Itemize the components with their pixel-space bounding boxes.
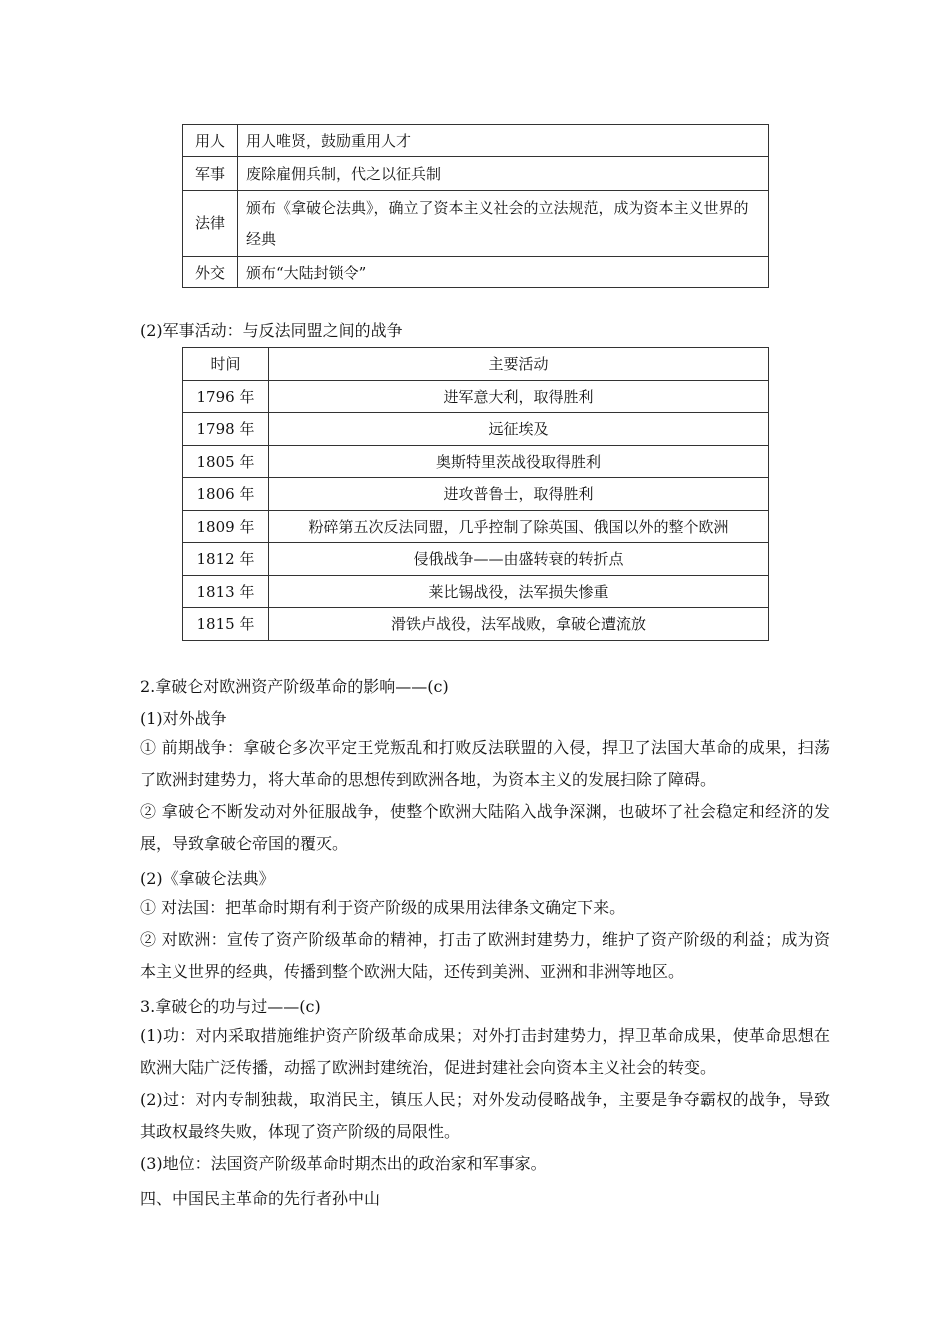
table-row xyxy=(183,510,769,543)
policy-content: 用人唯贤，鼓励重用人才 xyxy=(238,125,769,157)
table-row xyxy=(183,478,769,511)
war-table xyxy=(182,347,769,641)
section-3-paragraph-2: (2)过：对内专制独裁，取消民主，镇压人民；对外发动侵略战争，主要是争夺霸权的战争，导致其政权最终失败，体现了资产阶级的局限性。 xyxy=(140,1090,830,1141)
war-event: 侵俄战争——由盛转衰的转折点 xyxy=(269,543,769,576)
policy-content: 颁布“大陆封锁令” xyxy=(238,257,769,288)
war-year: 1798 年 xyxy=(183,413,269,446)
table-header-row xyxy=(183,348,769,381)
section-4-title: 四、中国民主革命的先行者孙中山 xyxy=(140,1189,381,1208)
war-event: 莱比锡战役，法军损失惨重 xyxy=(269,575,769,608)
section-3-paragraph-3: (3)地位：法国资产阶级革命时期杰出的政治家和军事家。 xyxy=(140,1154,547,1173)
table-row xyxy=(183,257,769,288)
policy-content: 颁布《拿破仑法典》，确立了资本主义社会的立法规范，成为资本主义世界的经典 xyxy=(238,191,769,257)
section-2-paragraph-2: ② 拿破仑不断发动对外征服战争，使整个欧洲大陆陷入战争深渊，也破坏了社会稳定和经济的发展，导致拿破仑帝国的覆灭。 xyxy=(140,802,830,853)
war-event: 远征埃及 xyxy=(269,413,769,446)
war-year: 1812 年 xyxy=(183,543,269,576)
policy-content: 废除雇佣兵制，代之以征兵制 xyxy=(238,157,769,191)
war-year: 1813 年 xyxy=(183,575,269,608)
war-event: 进攻普鲁士，取得胜利 xyxy=(269,478,769,511)
policy-category: 用人 xyxy=(183,125,238,157)
table-row xyxy=(183,445,769,478)
war-year: 1796 年 xyxy=(183,380,269,413)
war-event: 奥斯特里茨战役取得胜利 xyxy=(269,445,769,478)
war-year: 1806 年 xyxy=(183,478,269,511)
table-row xyxy=(183,413,769,446)
war-event: 进军意大利，取得胜利 xyxy=(269,380,769,413)
table-row xyxy=(183,575,769,608)
section-2-paragraph-1: ① 前期战争：拿破仑多次平定王党叛乱和打败反法联盟的入侵，捍卫了法国大革命的成果，扫荡了欧洲封建势力，将大革命的思想传到欧洲各地，为资本主义的发展扫除了障碍。 xyxy=(140,738,830,789)
column-header-time: 时间 xyxy=(183,348,269,381)
war-event: 粉碎第五次反法同盟，几乎控制了除英国、俄国以外的整个欧洲 xyxy=(269,510,769,543)
table-row xyxy=(183,157,769,191)
military-heading: (2)军事活动：与反法同盟之间的战争 xyxy=(140,321,403,340)
war-event: 滑铁卢战役，法军战败，拿破仑遭流放 xyxy=(269,608,769,641)
section-2-sub-1: (1)对外战争 xyxy=(140,709,227,728)
table-row xyxy=(183,191,769,257)
war-year: 1809 年 xyxy=(183,510,269,543)
section-2-sub-2: (2)《拿破仑法典》 xyxy=(140,869,275,888)
section-2-paragraph-3: ① 对法国：把革命时期有利于资产阶级的成果用法律条文确定下来。 xyxy=(140,898,626,917)
section-3-paragraph-1: (1)功：对内采取措施维护资产阶级革命成果；对外打击封建势力，捍卫革命成果，使革命思想在欧洲大陆广泛传播，动摇了欧洲封建统治，促进封建社会向资本主义社会的转变。 xyxy=(140,1026,830,1077)
policy-category: 外交 xyxy=(183,257,238,288)
section-2-title: 2.拿破仑对欧洲资产阶级革命的影响——(c) xyxy=(140,677,449,696)
table-row xyxy=(183,543,769,576)
column-header-activity: 主要活动 xyxy=(269,348,769,381)
section-3-title: 3.拿破仑的功与过——(c) xyxy=(140,997,321,1016)
table-row xyxy=(183,125,769,157)
table-row xyxy=(183,380,769,413)
war-year: 1805 年 xyxy=(183,445,269,478)
section-2-paragraph-4: ② 对欧洲：宣传了资产阶级革命的精神，打击了欧洲封建势力，维护了资产阶级的利益；成为资本主义世界的经典，传播到整个欧洲大陆，还传到美洲、亚洲和非洲等地区。 xyxy=(140,930,830,981)
war-year: 1815 年 xyxy=(183,608,269,641)
policy-category: 法律 xyxy=(183,191,238,257)
policy-table xyxy=(182,124,769,288)
table-row xyxy=(183,608,769,641)
policy-category: 军事 xyxy=(183,157,238,191)
